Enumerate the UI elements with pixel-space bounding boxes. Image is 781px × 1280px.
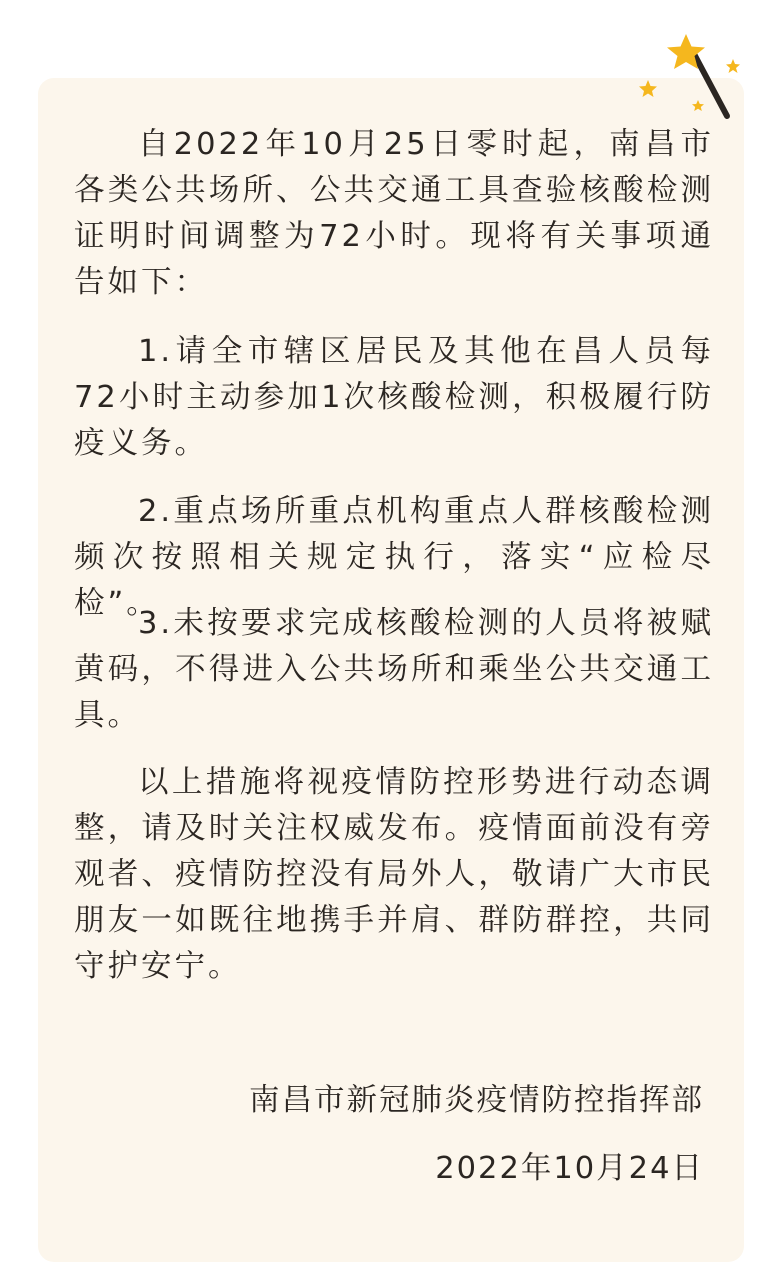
notice-intro: 自2022年10月25日零时起，南昌市各类公共场所、公共交通工具查验核酸检测证明时间调整为72小时。现将有关事项通告如下： [74,127,714,300]
notice-item-3: 3.未按要求完成核酸检测的人员将被赋黄码，不得进入公共场所和乘坐公共交通工具。 [74,606,714,733]
issuer-signature: 南昌市新冠肺炎疫情防控指挥部 [249,1083,704,1118]
notice-closing: 以上措施将视疫情防控形势进行动态调整，请及时关注权威发布。疫情面前没有旁观者、疫情防控没有局外人，敬请广大市民朋友一如既往地携手并肩、群防群控，共同守护安宁。 [74,765,714,984]
notice-item-2: 2.重点场所重点机构重点人群核酸检测频次按照相关规定执行，落实“应检尽检”。 [74,494,714,621]
small-star-right [726,59,740,73]
issue-date: 2022年10月24日 [435,1151,704,1186]
big-star [667,34,705,69]
notice-item-1: 1.请全市辖区居民及其他在昌人员每72小时主动参加1次核酸检测，积极履行防疫义务。 [74,334,714,461]
